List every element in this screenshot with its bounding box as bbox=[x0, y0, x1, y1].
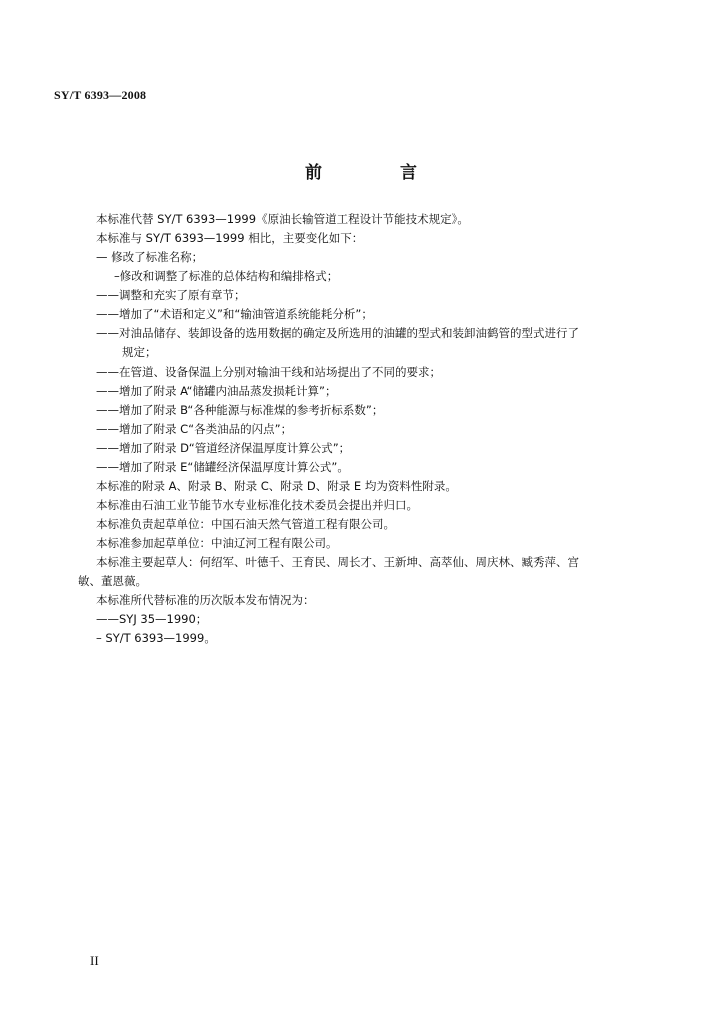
paragraph-line: ——SYJ 35—1990； bbox=[96, 612, 208, 626]
paragraph-line: 本标准负责起草单位：中国石油天然气管道工程有限公司。 bbox=[96, 517, 395, 531]
paragraph-line: ——增加了附录 E“储罐经济保温厚度计算公式”。 bbox=[96, 460, 349, 474]
paragraph-line: ——增加了“术语和定义”和“输油管道系统能耗分析”； bbox=[96, 307, 373, 321]
page-number: II bbox=[90, 953, 99, 968]
paragraph-line: ——增加了附录 B“各种能源与标准煤的参考折标系数”； bbox=[96, 403, 384, 417]
paragraph-line: 本标准代替 SY/T 6393—1999《原油长输管道工程设计节能技术规定》。 bbox=[96, 212, 469, 226]
paragraph-line: 本标准由石油工业节能节水专业标准化技术委员会提出并归口。 bbox=[96, 498, 418, 512]
paragraph-line: 规定； bbox=[122, 345, 157, 359]
paragraph-line: ——增加了附录 A“储罐内油品蒸发损耗计算”； bbox=[96, 384, 337, 398]
paragraph-line: 本标准的附录 A、附录 B、附录 C、附录 D、附录 E 均为资料性附录。 bbox=[96, 479, 457, 493]
paragraph-line: — 修改了标准名称； bbox=[96, 250, 204, 264]
paragraph-line: 敏、董恩薇。 bbox=[78, 574, 147, 588]
page-title: 前 言 bbox=[305, 163, 453, 183]
paragraph-line: 本标准参加起草单位：中油辽河工程有限公司。 bbox=[96, 536, 338, 550]
standard-code: SY/T 6393—2008 bbox=[54, 88, 147, 102]
paragraph-line: ——增加了附录 D“管道经济保温厚度计算公式”； bbox=[96, 441, 351, 455]
paragraph-line: –修改和调整了标准的总体结构和编排格式； bbox=[114, 269, 339, 283]
paragraph-line: 本标准所代替标准的历次版本发布情况为： bbox=[96, 593, 315, 607]
paragraph-line: ——增加了附录 C“各类油品的闪点”； bbox=[96, 422, 293, 436]
paragraph-line: 本标准与 SY/T 6393—1999 相比，主要变化如下： bbox=[96, 231, 364, 245]
paragraph-line: ——在管道、设备保温上分别对输油干线和站场提出了不同的要求； bbox=[96, 365, 441, 379]
paragraph-line: ——调整和充实了原有章节； bbox=[96, 288, 246, 302]
paragraph-line: – SY/T 6393—1999。 bbox=[96, 631, 216, 645]
paragraph-line: ——对油品储存、装卸设备的选用数据的确定及所选用的油罐的型式和装卸油鹤管的型式进行了 bbox=[96, 326, 579, 340]
paragraph-line: 本标准主要起草人：何绍军、叶德千、王育民、周长才、王新坤、高萃仙、周庆林、臧秀萍、宫 bbox=[96, 555, 579, 569]
